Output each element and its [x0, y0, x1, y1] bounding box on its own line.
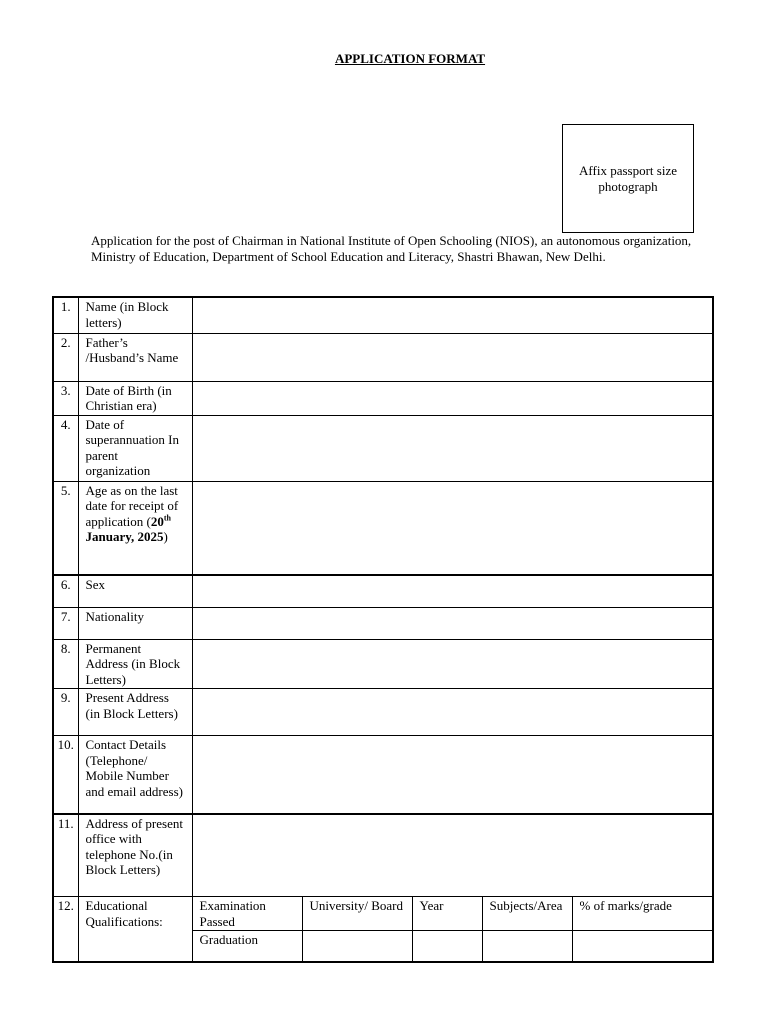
row-label: Date of Birth (in Christian era) — [78, 381, 192, 415]
row-number: 4. — [53, 415, 78, 481]
edu-header-subjects: Subjects/Area — [482, 897, 572, 931]
row-label: Name (in Block letters) — [78, 297, 192, 333]
row-number: 8. — [53, 639, 78, 689]
row-number: 11. — [53, 814, 78, 897]
row-number: 1. — [53, 297, 78, 333]
age-label-sup: th — [163, 513, 171, 523]
application-form-table — [52, 296, 714, 963]
photo-box-line2: photograph — [598, 178, 658, 194]
edu-header-examination: Examination Passed — [192, 897, 302, 931]
photo-box-line1: Affix passport size — [579, 162, 677, 178]
sex-field[interactable] — [192, 575, 713, 607]
form-row-contact — [53, 736, 713, 814]
office-address-field[interactable] — [192, 814, 713, 897]
row-number: 6. — [53, 575, 78, 607]
age-label-text: Age as on the last date for receipt of application ( — [85, 482, 179, 529]
row-number: 12. — [53, 897, 78, 962]
row-label — [78, 481, 192, 575]
intro-paragraph: Application for the post of Chairman in National Institute of Open Schooling (NIOS), an autonomous organization, Ministry of Education, Department of School Education and Literacy, Shastri Bhawan, New Delhi. — [91, 233, 692, 264]
edu-examination-cell: Graduation — [192, 931, 302, 962]
name-field[interactable] — [192, 297, 713, 333]
edu-year-cell[interactable] — [412, 931, 482, 962]
form-row-nationality — [53, 607, 713, 639]
row-label: Contact Details (Telephone/ Mobile Number and email address) — [78, 736, 192, 814]
row-number: 7. — [53, 607, 78, 639]
form-row-dob — [53, 381, 713, 415]
form-row-name — [53, 297, 713, 333]
age-label-close: ) — [163, 529, 168, 544]
present-address-field[interactable] — [192, 689, 713, 736]
form-row-father-husband — [53, 333, 713, 381]
row-number: 2. — [53, 333, 78, 381]
page-title: APPLICATION FORMAT — [334, 51, 486, 66]
row-label: Father’s /Husband’s Name — [78, 333, 192, 381]
row-label: Address of present office with telephone No.(in Block Letters) — [78, 814, 192, 897]
superannuation-date-field[interactable] — [192, 415, 713, 481]
age-label-date: 20 — [150, 513, 164, 529]
form-row-present-address — [53, 689, 713, 736]
edu-subjects-cell[interactable] — [482, 931, 572, 962]
form-row-sex — [53, 575, 713, 607]
row-label: Nationality — [78, 607, 192, 639]
permanent-address-field[interactable] — [192, 639, 713, 689]
nationality-field[interactable] — [192, 607, 713, 639]
edu-university-cell[interactable] — [302, 931, 412, 962]
form-row-superannuation — [53, 415, 713, 481]
edu-header-year: Year — [412, 897, 482, 931]
row-label: Date of superannuation In parent organization — [78, 415, 192, 481]
date-of-birth-field[interactable] — [192, 381, 713, 415]
row-number: 10. — [53, 736, 78, 814]
row-number: 5. — [53, 481, 78, 575]
edu-marks-cell[interactable] — [572, 931, 713, 962]
age-label-month: January, 2025 — [85, 529, 164, 544]
row-number: 3. — [53, 381, 78, 415]
form-row-permanent-address — [53, 639, 713, 689]
edu-header-university: University/ Board — [302, 897, 412, 931]
contact-details-field[interactable] — [192, 736, 713, 814]
row-label: Present Address (in Block Letters) — [78, 689, 192, 736]
form-row-office-address — [53, 814, 713, 897]
form-row-age — [53, 481, 713, 575]
row-label: Sex — [78, 575, 192, 607]
photo-box — [562, 124, 694, 233]
form-row-education — [53, 897, 713, 931]
father-husband-name-field[interactable] — [192, 333, 713, 381]
edu-header-marks: % of marks/grade — [572, 897, 713, 931]
row-number: 9. — [53, 689, 78, 736]
age-field[interactable] — [192, 481, 713, 575]
row-label: Permanent Address (in Block Letters) — [78, 639, 192, 689]
row-label: Educational Qualifications: — [78, 897, 192, 962]
